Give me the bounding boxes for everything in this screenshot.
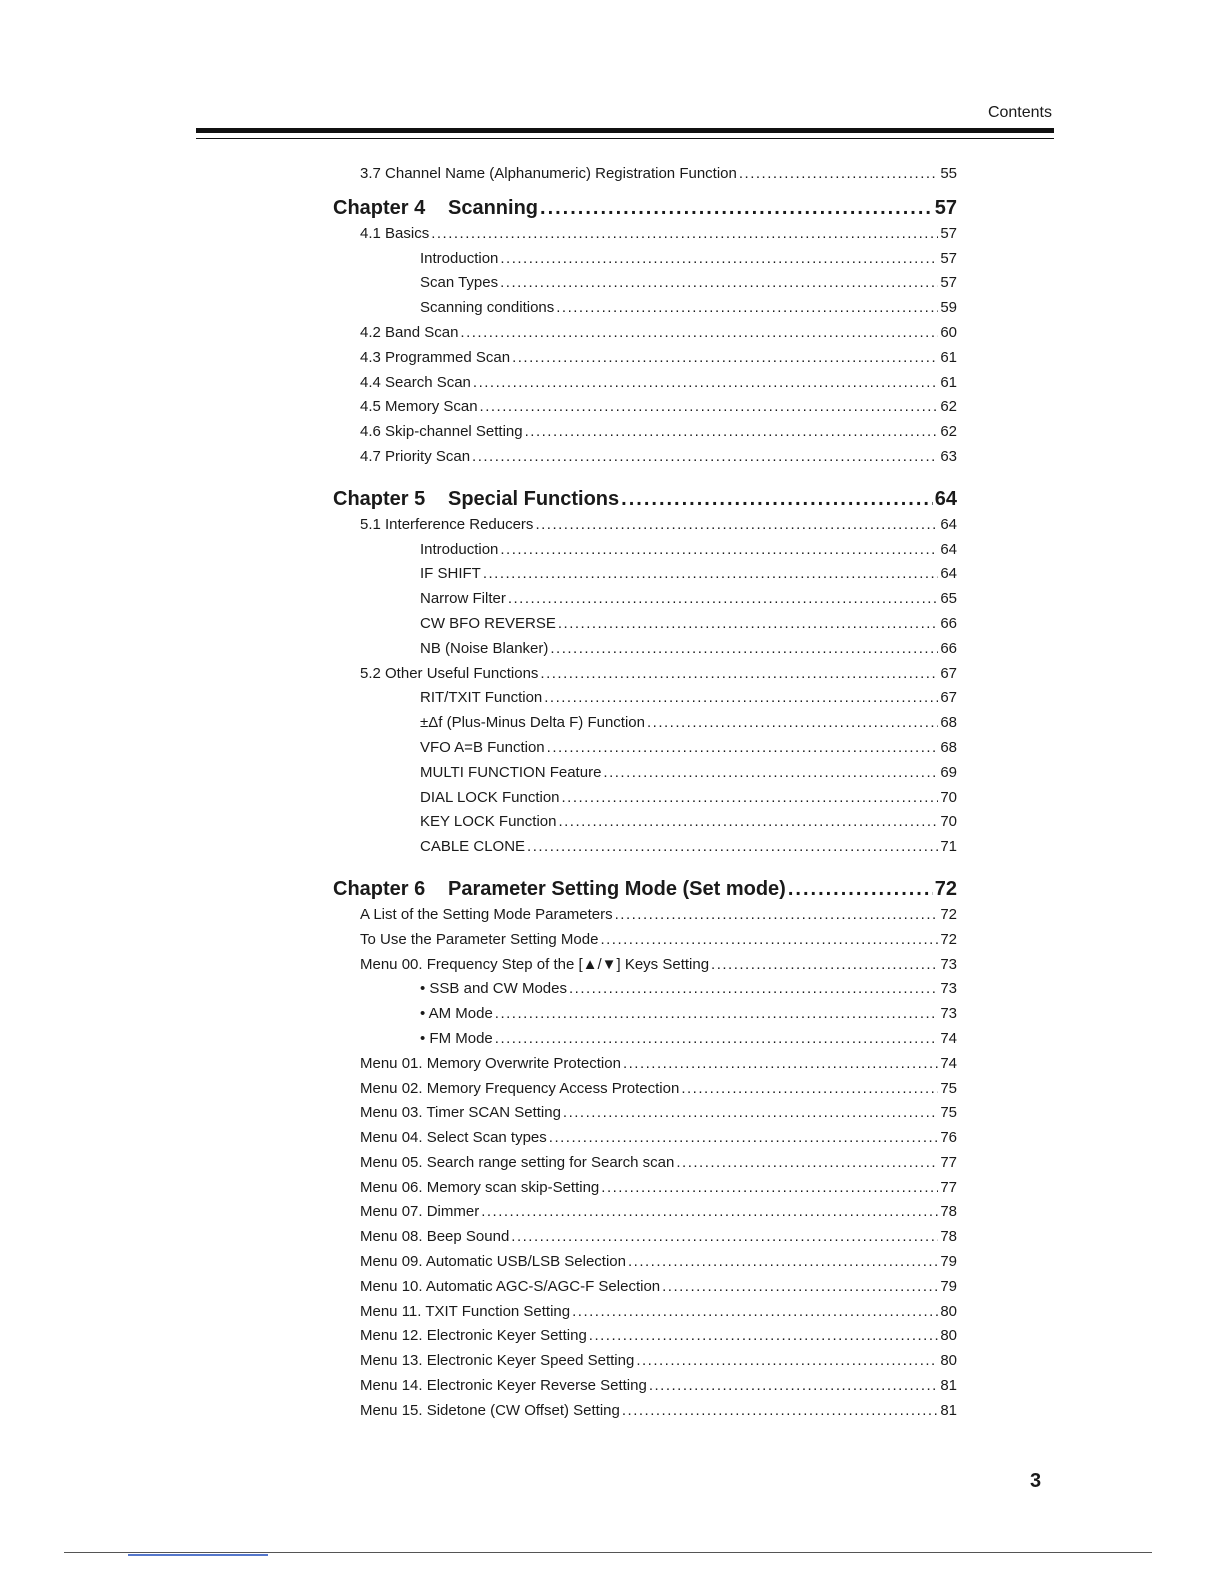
toc-entry-page: 57: [940, 274, 957, 292]
toc-entry[interactable]: [0, 1374, 1224, 1399]
toc-entry-text: Menu 12. Electronic Keyer Setting: [360, 1327, 587, 1345]
toc-entry[interactable]: [0, 247, 1224, 272]
toc-entry-page: 62: [940, 398, 957, 416]
dot-leader: [556, 296, 938, 321]
toc-entry-text: A List of the Setting Mode Parameters: [360, 905, 613, 923]
dot-leader: [572, 1300, 938, 1325]
toc-entry[interactable]: [0, 686, 1224, 711]
toc-entry-page: 59: [940, 299, 957, 317]
toc-entry[interactable]: [0, 1176, 1224, 1201]
toc-entry[interactable]: [0, 903, 1224, 928]
toc-entry-page: 57: [940, 249, 957, 267]
toc-entry-text: Menu 03. Timer SCAN Setting: [360, 1104, 561, 1122]
dot-leader: [495, 1002, 939, 1027]
toc-entry[interactable]: [0, 736, 1224, 761]
toc-entry[interactable]: [0, 1200, 1224, 1225]
toc-entry-page: 80: [940, 1327, 957, 1345]
dot-leader: [460, 321, 938, 346]
toc-entry-text: Menu 01. Memory Overwrite Protection: [360, 1054, 621, 1072]
toc-entry-page: 61: [940, 373, 957, 391]
dot-leader: [621, 488, 933, 511]
toc-entry[interactable]: [0, 346, 1224, 371]
toc-entry-text: 4.6 Skip-channel Setting: [360, 423, 523, 441]
toc-entry[interactable]: [0, 1077, 1224, 1102]
dot-leader: [544, 686, 938, 711]
toc-entry-text: Introduction: [420, 249, 499, 267]
toc-entry-text: Menu 14. Electronic Keyer Reverse Setting: [360, 1377, 647, 1395]
toc-entry-page: 75: [940, 1104, 957, 1122]
toc-entry[interactable]: [0, 513, 1224, 538]
running-header: Contents: [987, 104, 1052, 121]
toc-entry-text: Scan Types: [420, 274, 499, 292]
toc-entry-text: Introduction: [420, 540, 499, 558]
toc-entry[interactable]: [0, 1225, 1224, 1250]
toc-entry-page: 74: [940, 1054, 957, 1072]
toc-entry[interactable]: [0, 420, 1224, 445]
toc-entry-text: Menu 09. Automatic USB/LSB Selection: [360, 1253, 626, 1271]
dot-leader: [540, 197, 933, 220]
toc-entry-page: 79: [940, 1253, 957, 1271]
toc-entry[interactable]: [0, 977, 1224, 1002]
toc-entry-text: Menu 08. Beep Sound: [360, 1228, 510, 1246]
toc-entry[interactable]: [0, 786, 1224, 811]
chapter-number: Chapter 4: [333, 196, 426, 219]
dot-leader: [472, 445, 938, 470]
dot-leader: [739, 162, 938, 187]
chapter-page: 72: [934, 877, 957, 900]
dot-leader: [711, 953, 938, 978]
toc-entry-page: 79: [940, 1277, 957, 1295]
toc-entry-page: 67: [940, 689, 957, 707]
toc-entry[interactable]: [0, 612, 1224, 637]
toc-entry-text: 5.2 Other Useful Functions: [360, 664, 539, 682]
dot-leader: [540, 662, 938, 687]
toc-entry[interactable]: [0, 835, 1224, 860]
toc-entry-page: 62: [940, 423, 957, 441]
dot-leader: [562, 786, 939, 811]
toc-entry-text: DIAL LOCK Function: [420, 788, 560, 806]
toc-entry-page: 77: [940, 1153, 957, 1171]
toc-entry-text: Menu 11. TXIT Function Setting: [360, 1302, 571, 1320]
chapter-number: Chapter 5: [333, 487, 426, 510]
toc-entry[interactable]: [0, 1151, 1224, 1176]
dot-leader: [525, 420, 939, 445]
toc-entry-text: MULTI FUNCTION Feature: [420, 763, 602, 781]
dot-leader: [473, 371, 938, 396]
toc-entry-page: 73: [940, 980, 957, 998]
dot-leader: [480, 395, 939, 420]
toc-entry[interactable]: [0, 1275, 1224, 1300]
toc-entry-page: 72: [940, 905, 957, 923]
footer-accent-line: [128, 1554, 268, 1556]
dot-leader: [569, 977, 938, 1002]
toc-entry-text: 5.1 Interference Reducers: [360, 515, 534, 533]
toc-entry-page: 76: [940, 1129, 957, 1147]
toc-entry-text: Narrow Filter: [420, 590, 506, 608]
toc-entry-text: • AM Mode: [420, 1005, 493, 1023]
toc-entry-text: 4.2 Band Scan: [360, 323, 459, 341]
footer-rule: [64, 1552, 1152, 1553]
toc-entry[interactable]: [0, 271, 1224, 296]
dot-leader: [500, 538, 938, 563]
toc-entry-page: 70: [940, 813, 957, 831]
toc-entry-page: 80: [940, 1352, 957, 1370]
toc-entry-text: CW BFO REVERSE: [420, 614, 556, 632]
toc-entry-page: 67: [940, 664, 957, 682]
toc-entry[interactable]: [0, 445, 1224, 470]
toc-entry[interactable]: [0, 1126, 1224, 1151]
dot-leader: [535, 513, 938, 538]
chapter-title: Special Functions: [448, 487, 620, 510]
toc-entry[interactable]: [0, 928, 1224, 953]
toc-entry-page: 63: [940, 447, 957, 465]
chapter-heading[interactable]: [0, 488, 1224, 511]
toc-entry-text: Menu 10. Automatic AGC-S/AGC-F Selection: [360, 1277, 661, 1295]
toc-entry[interactable]: [0, 761, 1224, 786]
dot-leader: [481, 1200, 938, 1225]
dot-leader: [636, 1349, 938, 1374]
toc-entry-text: 4.1 Basics: [360, 224, 430, 242]
toc-entry-page: 60: [940, 323, 957, 341]
dot-leader: [600, 928, 938, 953]
dot-leader: [676, 1151, 938, 1176]
dot-leader: [500, 247, 938, 272]
toc-entry[interactable]: [0, 371, 1224, 396]
dot-leader: [500, 271, 938, 296]
toc-entry-text: IF SHIFT: [420, 565, 481, 583]
toc-entry-page: 64: [940, 515, 957, 533]
toc-entry[interactable]: [0, 222, 1224, 247]
dot-leader: [483, 562, 938, 587]
dot-leader: [649, 1374, 939, 1399]
toc-entry-page: 72: [940, 930, 957, 948]
toc-entry[interactable]: [0, 1300, 1224, 1325]
toc-entry-text: Menu 02. Memory Frequency Access Protection: [360, 1079, 680, 1097]
toc-entry[interactable]: [0, 810, 1224, 835]
toc-entry-page: 70: [940, 788, 957, 806]
toc-entry-text: KEY LOCK Function: [420, 813, 557, 831]
toc-entry-text: CABLE CLONE: [420, 838, 526, 856]
dot-leader: [589, 1324, 939, 1349]
toc-entry[interactable]: [0, 321, 1224, 346]
toc-entry-page: 73: [940, 1005, 957, 1023]
toc-entry[interactable]: [0, 1250, 1224, 1275]
dot-leader: [622, 1399, 938, 1424]
toc-entry[interactable]: [0, 1349, 1224, 1374]
toc-entry-page: 74: [940, 1029, 957, 1047]
toc-entry-text: 4.7 Priority Scan: [360, 447, 471, 465]
toc-entry-text: Menu 13. Electronic Keyer Speed Setting: [360, 1352, 635, 1370]
dot-leader: [512, 346, 938, 371]
toc-entry-text: Scanning conditions: [420, 299, 555, 317]
toc-entry-page: 81: [940, 1377, 957, 1395]
toc-entry[interactable]: [0, 1027, 1224, 1052]
header-rule-thin: [196, 138, 1054, 139]
toc-entry-page: 55: [940, 165, 957, 182]
dot-leader: [628, 1250, 938, 1275]
toc-entry[interactable]: [0, 1052, 1224, 1077]
toc-entry-page: 66: [940, 639, 957, 657]
toc-entry-page: 77: [940, 1178, 957, 1196]
chapter-heading[interactable]: [0, 197, 1224, 220]
dot-leader: [550, 637, 938, 662]
dot-leader: [431, 222, 938, 247]
toc-entry[interactable]: [0, 395, 1224, 420]
toc-entry[interactable]: [0, 1324, 1224, 1349]
toc-entry-text: Menu 15. Sidetone (CW Offset) Setting: [360, 1401, 620, 1419]
toc-entry-page: 66: [940, 614, 957, 632]
dot-leader: [615, 903, 939, 928]
dot-leader: [558, 810, 938, 835]
dot-leader: [549, 1126, 939, 1151]
toc-entry-text: Menu 07. Dimmer: [360, 1203, 480, 1221]
toc-entry[interactable]: [0, 1399, 1224, 1424]
toc-entry-text: Menu 00. Frequency Step of the [▲/▼] Keys Setting: [360, 955, 710, 973]
toc-entry-page: 69: [940, 763, 957, 781]
toc-entry-text: 3.7 Channel Name (Alphanumeric) Registration Function: [360, 165, 737, 182]
toc-entry-page: 73: [940, 955, 957, 973]
chapter-title: Parameter Setting Mode (Set mode): [448, 877, 786, 900]
toc-entry-text: RIT/TXIT Function: [420, 689, 543, 707]
toc-entry-text: ±Δf (Plus-Minus Delta F) Function: [420, 714, 645, 732]
toc-entry-page: 57: [940, 224, 957, 242]
toc-entry-text: 4.3 Programmed Scan: [360, 348, 511, 366]
toc-entry-page: 68: [940, 714, 957, 732]
toc-entry-page: 78: [940, 1228, 957, 1246]
toc-entry-text: 4.4 Search Scan: [360, 373, 471, 391]
toc-entry[interactable]: [0, 162, 1224, 187]
toc-entry-page: 64: [940, 565, 957, 583]
chapter-page: 57: [934, 196, 957, 219]
dot-leader: [603, 761, 938, 786]
toc-entry[interactable]: [0, 562, 1224, 587]
dot-leader: [662, 1275, 938, 1300]
dot-leader: [788, 878, 933, 901]
dot-leader: [647, 711, 938, 736]
toc-entry[interactable]: [0, 1002, 1224, 1027]
table-of-contents: [0, 162, 1224, 1424]
toc-entry-page: 64: [940, 540, 957, 558]
toc-entry[interactable]: [0, 711, 1224, 736]
chapter-heading[interactable]: [0, 878, 1224, 901]
dot-leader: [563, 1101, 938, 1126]
toc-entry-text: To Use the Parameter Setting Mode: [360, 930, 599, 948]
toc-entry[interactable]: [0, 662, 1224, 687]
toc-entry[interactable]: [0, 587, 1224, 612]
chapter-number: Chapter 6: [333, 877, 426, 900]
header-rule-thick: [196, 128, 1054, 133]
dot-leader: [623, 1052, 938, 1077]
toc-entry-page: 80: [940, 1302, 957, 1320]
toc-entry-page: 71: [940, 838, 957, 856]
toc-entry-text: • SSB and CW Modes: [420, 980, 567, 998]
dot-leader: [508, 587, 938, 612]
dot-leader: [527, 835, 938, 860]
toc-entry[interactable]: [0, 1101, 1224, 1126]
toc-entry[interactable]: [0, 538, 1224, 563]
dot-leader: [495, 1027, 939, 1052]
chapter-title: Scanning: [448, 196, 539, 219]
dot-leader: [601, 1176, 938, 1201]
toc-entry[interactable]: [0, 953, 1224, 978]
toc-entry-page: 65: [940, 590, 957, 608]
toc-entry-text: 4.5 Memory Scan: [360, 398, 478, 416]
toc-entry-text: Menu 06. Memory scan skip-Setting: [360, 1178, 600, 1196]
toc-entry-text: • FM Mode: [420, 1029, 493, 1047]
chapter-page: 64: [934, 487, 957, 510]
toc-entry-page: 81: [940, 1401, 957, 1419]
toc-entry-page: 61: [940, 348, 957, 366]
toc-entry-text: Menu 05. Search range setting for Search scan: [360, 1153, 675, 1171]
toc-entry[interactable]: [0, 296, 1224, 321]
dot-leader: [558, 612, 938, 637]
toc-entry-text: NB (Noise Blanker): [420, 639, 549, 657]
toc-entry[interactable]: [0, 637, 1224, 662]
dot-leader: [511, 1225, 938, 1250]
toc-entry-page: 78: [940, 1203, 957, 1221]
toc-entry-page: 68: [940, 738, 957, 756]
dot-leader: [681, 1077, 938, 1102]
dot-leader: [547, 736, 939, 761]
toc-entry-page: 75: [940, 1079, 957, 1097]
page-number: 3: [1030, 1470, 1042, 1492]
toc-entry-text: VFO A=B Function: [420, 738, 545, 756]
toc-entry-text: Menu 04. Select Scan types: [360, 1129, 547, 1147]
